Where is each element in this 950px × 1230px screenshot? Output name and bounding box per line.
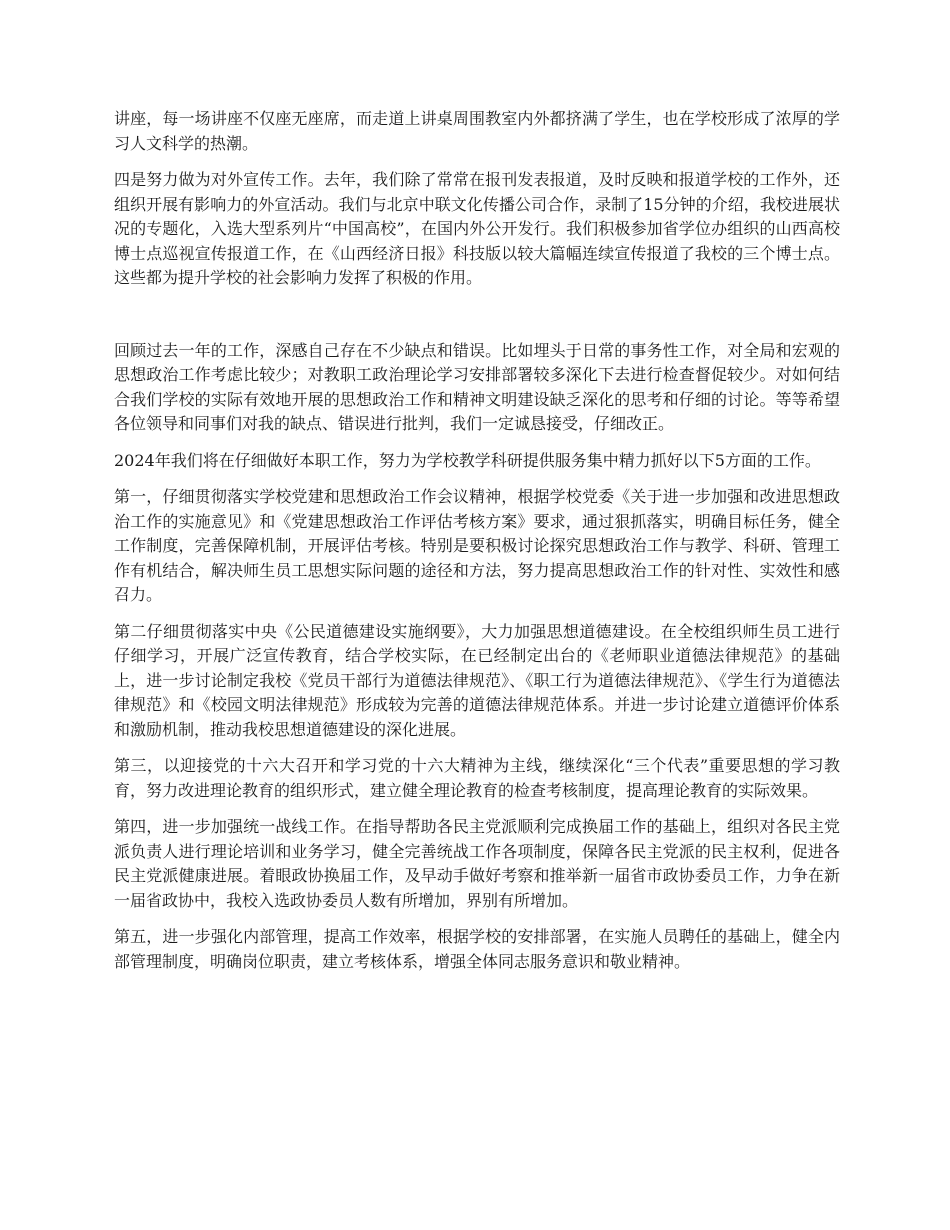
paragraph-external-publicity: 四是努力做为对外宣传工作。去年，我们除了常常在报刊发表报道，及时反映和报道学校的工作外，还组织开展有影响力的外宣活动。我们与北京中联文化传播公司合作，录制了15分钟的介绍，我校进展状况的专题化，入选大型系列片“中国高校”，在国内外公开发行。我们积极参加省学位办组织的山西高校博士点巡视宣传报道工作，在《山西经济日报》科技版以较大篇幅连续宣传报道了我校的三个博士点。这些都为提升学校的社会影响力发挥了积极的作用。	[114, 170, 840, 287]
paragraph-plan-intro: 2024年我们将在仔细做好本职工作，努力为学校教学科研提供服务集中精力抓好以下5方面的工作。	[114, 450, 821, 470]
paragraph-plan-fifth: 第五，进一步强化内部管理，提高工作效率，根据学校的安排部署，在实施人员聘任的基础上，健全内部管理制度，明确岗位职责，建立考核体系，增强全体同志服务意识和敬业精神。	[114, 927, 840, 971]
paragraph-plan-first: 第一，仔细贯彻落实学校党建和思想政治工作会议精神，根据学校党委《关于进一步加强和改进思想政治工作的实施意见》和《党建思想政治工作评估考核方案》要求，通过狠抓落实，明确目标任务，健全工作制度，完善保障机制，开展评估考核。特别是要积极讨论探究思想政治工作与教学、科研、管理工作有机结合，解决师生员工思想实际问题的途径和方法，努力提高思想政治工作的针对性、实效性和感召力。	[114, 487, 840, 604]
paragraph-plan-second: 第二仔细贯彻落实中央《公民道德建设实施纲要》，大力加强思想道德建设。在全校组织师生员工进行仔细学习，开展广泛宣传教育，结合学校实际，在已经制定出台的《老师职业道德法律规范》的基础上，进一步讨论制定我校《党员干部行为道德法律规范》、《职工行为道德法律规范》、《学生行为道德法律规范》和《校园文明法律规范》形成较为完善的道德法律规范体系。并进一步讨论建立道德评价体系和激励机制，推动我校思想道德建设的深化进展。	[114, 621, 840, 739]
paragraph-plan-third: 第三，以迎接党的十六大召开和学习党的十六大精神为主线，继续深化“三个代表”重要思想的学习教育，努力改进理论教育的组织形式，建立健全理论教育的检查考核制度，提高理论教育的实际效果。	[114, 756, 840, 800]
paragraph-lecture-continuation: 讲座，每一场讲座不仅座无座席，而走道上讲桌周围教室内外都挤满了学生，也在学校形成了浓厚的学习人文科学的热潮。	[114, 109, 840, 153]
paragraph-plan-fourth: 第四，进一步加强统一战线工作。在指导帮助各民主党派顺利完成换届工作的基础上，组织对各民主党派负责人进行理论培训和业务学习，健全完善统战工作各项制度，保障各民主党派的民主权利，促进各民主党派健康进展。着眼政协换届工作，及早动手做好考察和推举新一届省市政协委员工作，力争在新一届省政协中，我校入选政协委员人数有所增加，界别有所增加。	[114, 817, 840, 910]
paragraph-self-review: 回顾过去一年的工作，深感自己存在不少缺点和错误。比如埋头于日常的事务性工作，对全局和宏观的思想政治工作考虑比较少；对教职工政治理论学习安排部署较多深化下去进行检查督促较少。对如何结合我们学校的实际有效地开展的思想政治工作和精神文明建设缺乏深化的思考和仔细的讨论。等等希望各位领导和同事们对我的缺点、错误进行批判，我们一定诚恳接受，仔细改正。	[114, 340, 840, 433]
document-page	[114, 107, 840, 986]
